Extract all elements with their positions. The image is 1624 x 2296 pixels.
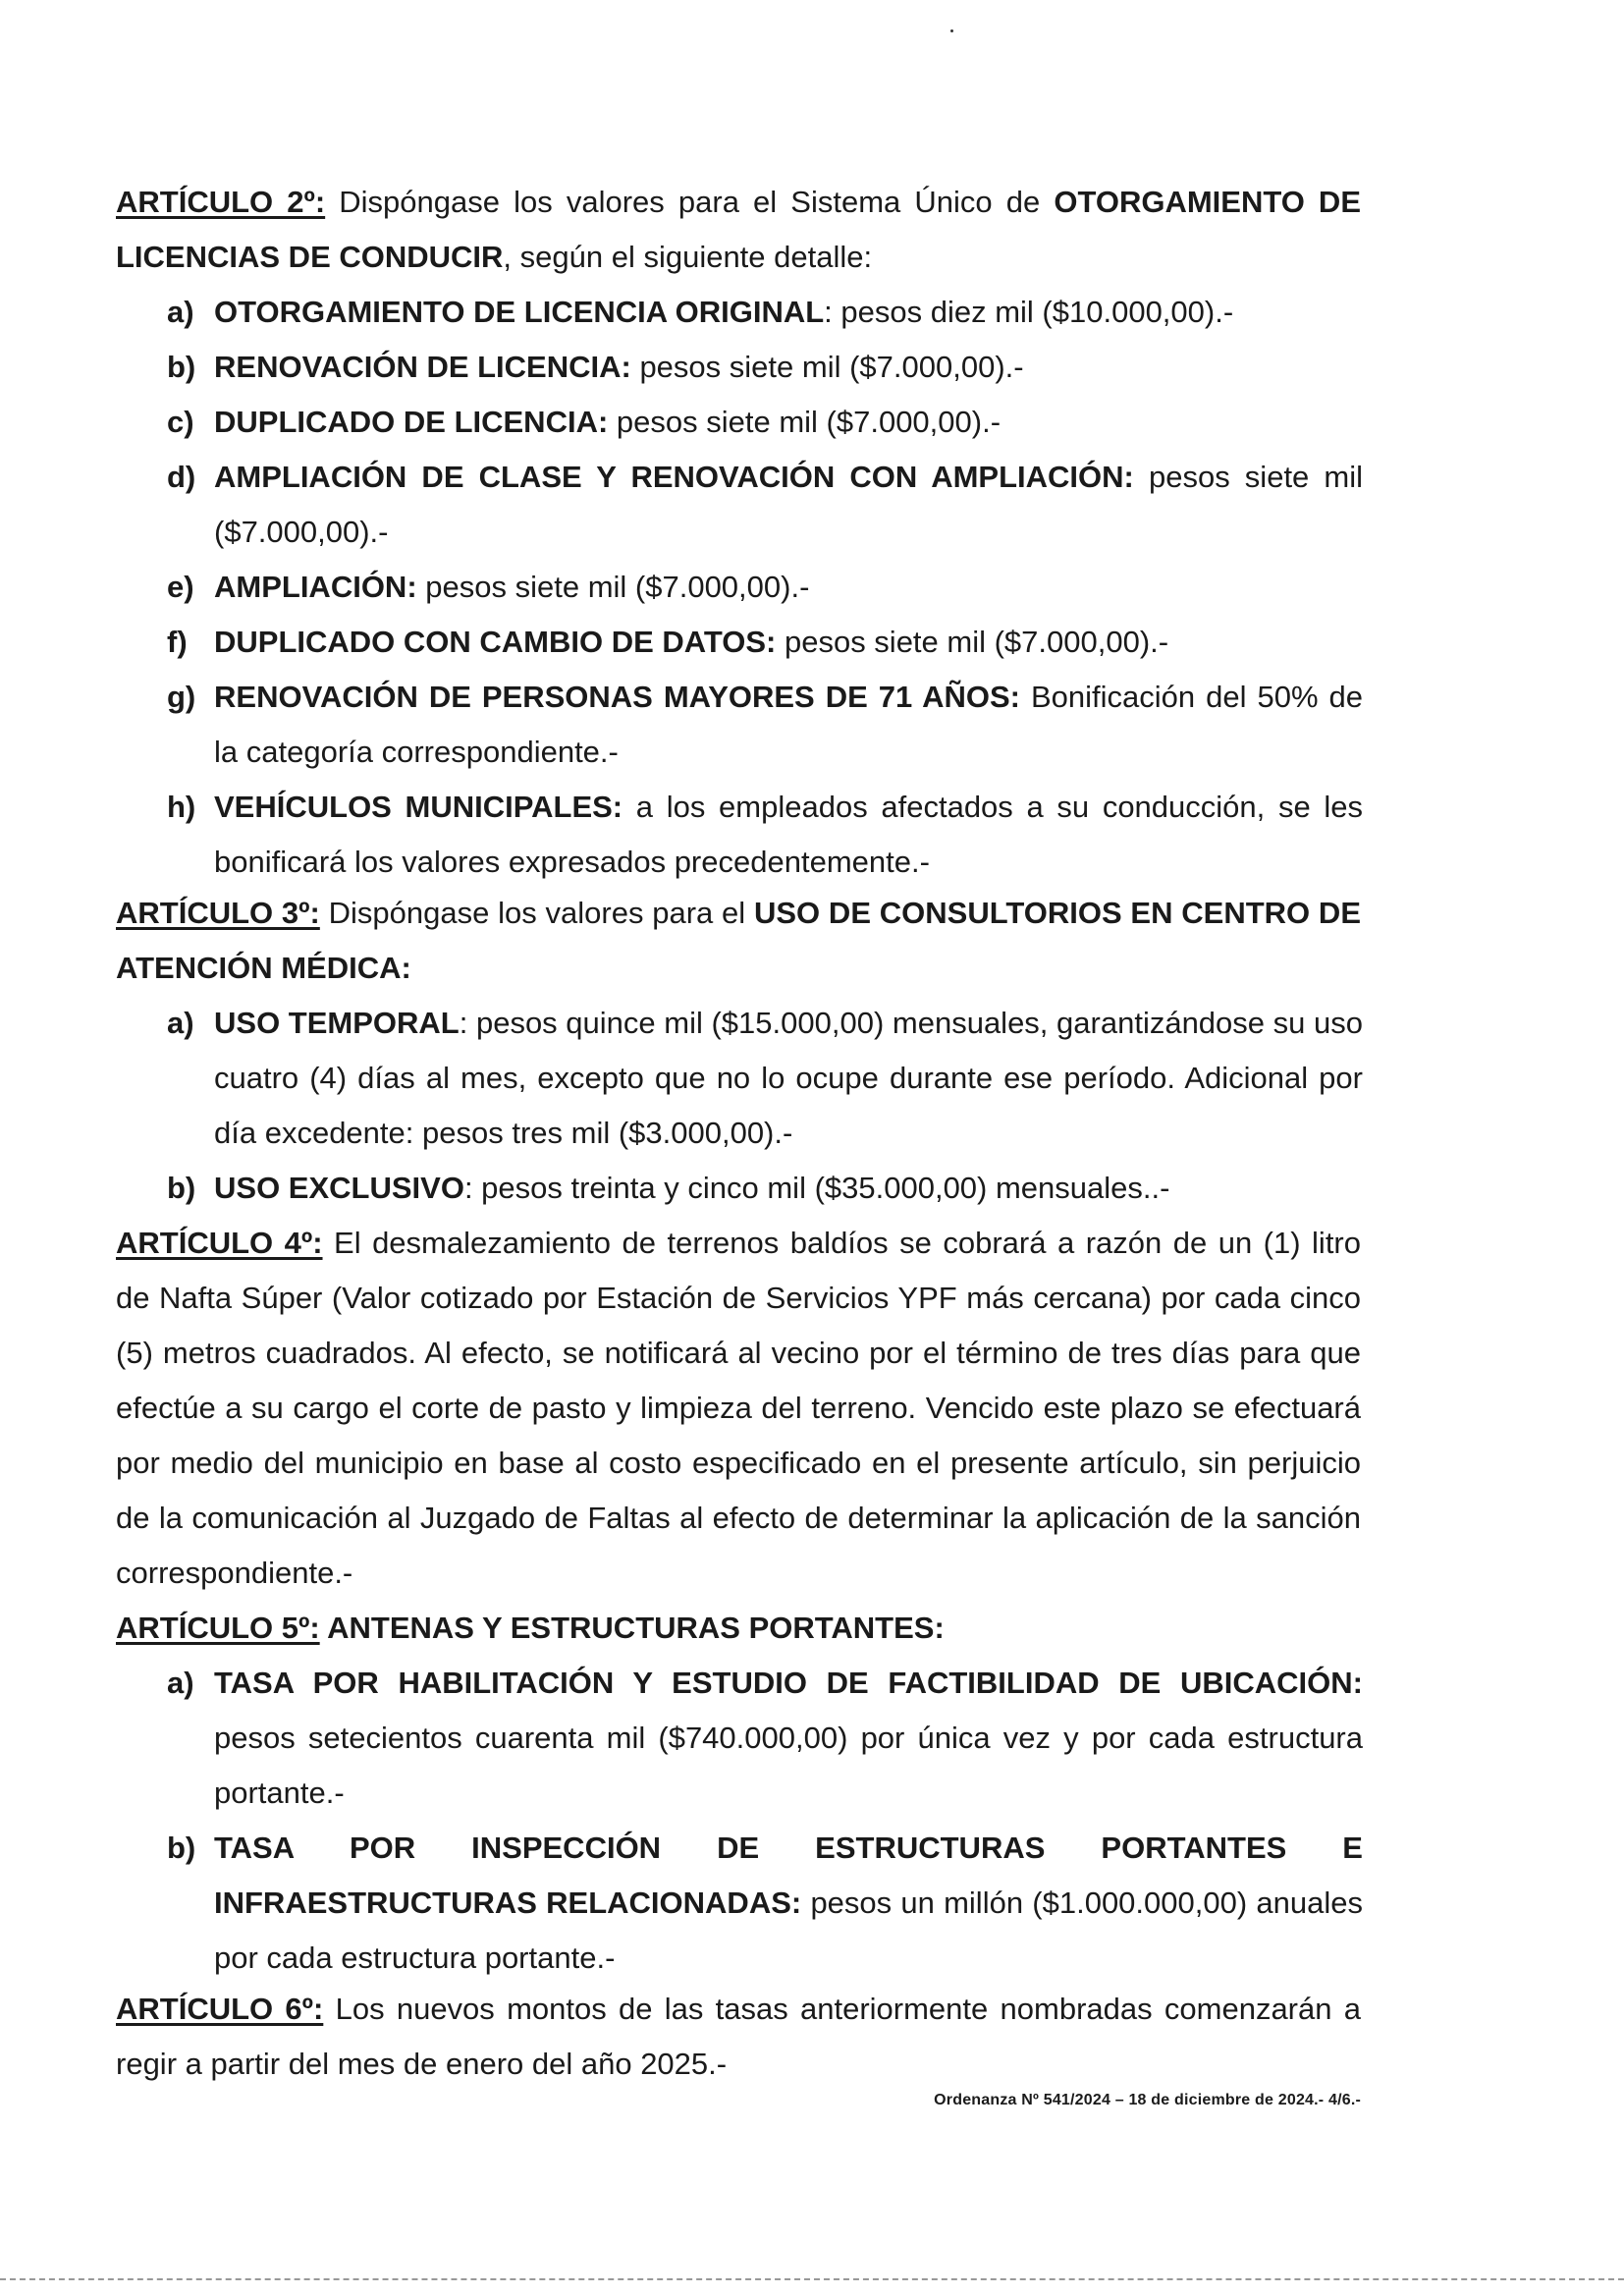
article-3-item-b: b) USO EXCLUSIVO: pesos treinta y cinco mil ($35.000,00) mensuales..- (167, 1171, 1170, 1205)
article-2-item-f: f) DUPLICADO CON CAMBIO DE DATOS: pesos siete mil ($7.000,00).- (167, 625, 1169, 659)
article-2-item-g: g) RENOVACIÓN DE PERSONAS MAYORES DE 71 AÑOS: Bonificación del 50% de la categoría correspondiente.- (167, 680, 1363, 769)
scan-speck (950, 29, 953, 32)
article-5-heading: ARTÍCULO 5º: ANTENAS Y ESTRUCTURAS PORTANTES: (116, 1611, 945, 1645)
article-2-intro: ARTÍCULO 2º: Dispóngase los valores para el Sistema Único de OTORGAMIENTO DE LICENCIAS DE CONDUCIR, según el siguiente detalle: (116, 185, 1361, 274)
article-2-item-b: b) RENOVACIÓN DE LICENCIA: pesos siete mil ($7.000,00).- (167, 350, 1024, 384)
article-6: ARTÍCULO 6º: Los nuevos montos de las tasas anteriormente nombradas comenzarán a regir a partir del mes de enero del año 2025.- (116, 1992, 1361, 2081)
page-footer: Ordenanza Nº 541/2024 – 18 de diciembre de 2024.- 4/6.- (934, 2092, 1361, 2108)
article-2-item-h: h) VEHÍCULOS MUNICIPALES: a los empleados afectados a su conducción, se les bonificará los valores expresados precedentemente.- (167, 790, 1363, 879)
article-5-item-b: b) TASA POR INSPECCIÓN DE ESTRUCTURAS PORTANTES E INFRAESTRUCTURAS RELACIONADAS: pesos un millón ($1.000.000,00) anuales por cada estructura portante.- (167, 1831, 1363, 1975)
article-2-item-e: e) AMPLIACIÓN: pesos siete mil ($7.000,00).- (167, 570, 810, 604)
article-3-intro: ARTÍCULO 3º: Dispóngase los valores para el USO DE CONSULTORIOS EN CENTRO DE ATENCIÓN MÉDICA: (116, 896, 1361, 985)
article-3-title: ARTÍCULO 3º: (116, 896, 320, 930)
article-4: ARTÍCULO 4º: El desmalezamiento de terrenos baldíos se cobrará a razón de un (1) litro de Nafta Súper (Valor cotizado por Estación de Servicios YPF más cercana) por cada cinco (5) metros cuadrados. Al efecto, se notificará al vecino por el término de tres días para que efectúe a su cargo el corte de pasto y limpieza del terreno. Vencido este plazo se efectuará por medio del municipio en base al costo especificado en el presente artículo, sin perjuicio de la comunicación al Juzgado de Faltas al efecto de determinar la aplicación de la sanción correspondiente.- (116, 1226, 1361, 1590)
article-2-item-c: c) DUPLICADO DE LICENCIA: pesos siete mil ($7.000,00).- (167, 405, 1001, 439)
article-5-title: ARTÍCULO 5º: (116, 1611, 320, 1645)
article-2-item-d: d) AMPLIACIÓN DE CLASE Y RENOVACIÓN CON AMPLIACIÓN: pesos siete mil ($7.000,00).- (167, 460, 1363, 549)
article-6-title: ARTÍCULO 6º: (116, 1992, 324, 2026)
article-5-item-a: a) TASA POR HABILITACIÓN Y ESTUDIO DE FACTIBILIDAD DE UBICACIÓN: pesos setecientos cuarenta mil ($740.000,00) por única vez y por cada estructura portante.- (167, 1666, 1363, 1810)
article-4-title: ARTÍCULO 4º: (116, 1226, 323, 1260)
article-2-title: ARTÍCULO 2º: (116, 185, 326, 219)
scan-edge-line (0, 2278, 1624, 2280)
article-3-item-a: a) USO TEMPORAL: pesos quince mil ($15.000,00) mensuales, garantizándose su uso cuatro (4) días al mes, excepto que no lo ocupe durante ese período. Adicional por día excedente: pesos tres mil ($3.000,00).- (167, 1006, 1363, 1150)
article-2-item-a: a) OTORGAMIENTO DE LICENCIA ORIGINAL: pesos diez mil ($10.000,00).- (167, 295, 1234, 329)
